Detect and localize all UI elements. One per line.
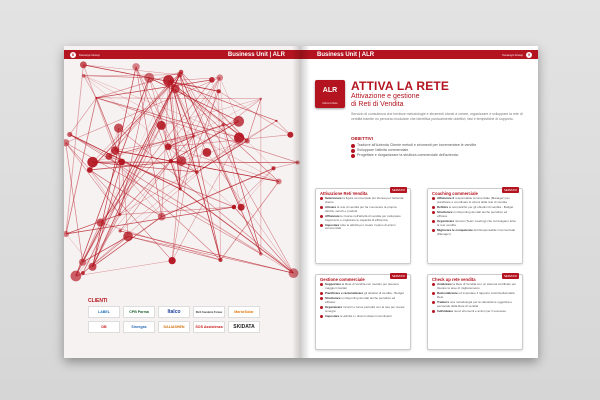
card-item: Strutturare un Reporting dei dati anche periodico ed efficace [320,297,406,305]
network-node [202,148,211,157]
service-tag: SERVIZIO [391,188,405,192]
bullet-icon [432,206,435,209]
bullet-icon [320,197,323,200]
network-node [163,75,174,86]
network-link [220,181,278,260]
objectives-title: OBIETTIVI [351,136,374,141]
network-link [181,99,260,161]
service-card-gestione [315,274,411,350]
network-node [105,153,112,160]
network-node [168,257,175,264]
network-node [87,167,93,173]
network-node [89,263,97,271]
network-link [115,151,279,182]
network-node [80,61,87,68]
network-node [111,146,119,154]
bullet-icon [320,297,323,300]
network-node [275,120,277,122]
card-item: Tradurre una metodologia per la valutazione oggettiva e personale della Rete di vendita [432,301,518,309]
clients-section [88,298,260,333]
client-logo: SKIDATA [228,321,260,333]
network-node [87,157,98,168]
bullet-icon [432,292,435,295]
network-node [276,179,282,185]
client-logo: CPB Parma [123,306,155,318]
service-card-coaching [427,188,523,264]
network-node [195,170,199,174]
network-node [95,97,97,99]
client-logo: Rich Sonderm Tomas [193,306,225,318]
right-page-number: 9 [526,52,532,58]
bullet-icon [351,154,355,158]
bullet-icon [432,229,435,232]
card-item: Razionalizzare ed impostare il rapporto costi/risultati della Rete [432,292,518,300]
network-node [165,143,172,150]
network-node [259,252,262,255]
left-page-number: 8 [70,52,76,58]
network-link [149,78,239,122]
page-subtitle [351,93,521,109]
service-card-checkup [427,274,523,350]
bullet-icon [351,144,355,148]
intro-text: Servizio di consulenza che fornisce metodologie e strumenti idonei a creare, organizzare e sviluppare la rete di vendita tramite un percorso modulare che identifica puntualmente obiettivi, fasi e tempistiche di supporto. [351,112,523,121]
card-item: Impostare le attività e i diversi sistemi incentivanti [320,315,406,319]
bullet-icon [351,149,355,153]
service-card-attivazione [315,188,411,264]
objectives-list [351,143,527,158]
card-title: Gestione commerciale [320,277,365,282]
card-item: Pianificare e razionalizzare gli obiettivi di vendita - Budget [320,292,406,296]
network-node [209,77,215,83]
network-node [81,271,85,275]
right-header-unit: Business Unit | ALR [317,51,375,58]
client-logo: Sinergas [123,321,155,333]
network-link [234,207,294,273]
network-link [169,81,248,141]
network-node [144,73,154,83]
bullet-icon [320,283,323,286]
right-header-logo: Kenesys Group [502,52,523,57]
card-item: Selezionare la figura commerciale più idonea per l'azienda cliente [320,197,406,205]
network-node [157,121,166,130]
badge-code: ALR [322,87,338,94]
page-title: ATTIVA LA RETE [351,79,450,93]
network-node [233,116,244,127]
badge-subtitle: Attiva la Rete [322,102,338,105]
network-node [114,124,123,133]
card-item: Attivare la rete di vendita per far conoscere la propria attività, servizi e prodotti [320,206,406,214]
network-node [287,132,293,138]
client-logo: SOS Assistenza [193,321,225,333]
network-node [296,160,300,164]
network-node [64,231,69,237]
network-node [119,159,126,166]
subtitle-line: Attivazione e gestione [351,93,420,100]
alr-badge [315,80,345,108]
network-node [192,134,195,137]
network-node [177,156,187,166]
bullet-icon [320,315,323,318]
network-node [271,166,275,170]
brochure-spread [64,46,538,358]
card-item: Affiancare le risorse nell'attività di vendita per sviluppare l'approccio e migliorare le capacità di efficienza [320,215,406,223]
network-node [158,213,166,221]
client-logo: Italco [158,306,190,318]
network-link [172,136,194,261]
network-node [79,258,86,265]
network-link [90,170,120,215]
network-node [217,89,221,93]
subtitle-line: di Reti di Vendita [351,101,404,108]
network-node [169,159,173,163]
bullet-icon [320,215,323,218]
client-logo-grid [88,306,260,333]
right-page [301,46,538,358]
card-item: Supportare la Rete di Vendita con metodo per ottenere maggiori risultati [320,283,406,291]
network-link [84,75,180,76]
client-logo: MarkeSolar [228,306,260,318]
objective-item: Progettare e riorganizzare la struttura commerciale dell'azienda. [351,153,527,158]
client-logo: LABEL [88,306,120,318]
network-node [96,218,104,226]
network-node [289,268,299,278]
bullet-icon [320,206,323,209]
bullet-icon [432,220,435,223]
network-node [64,139,69,146]
network-node [217,74,223,80]
card-item: Definire le tempistiche per gli obiettivi di vendita - Budget [432,206,518,210]
card-title: Coaching commerciale [432,191,478,196]
left-header-unit: Business Unit | ALR [227,51,285,58]
network-node [119,229,122,232]
card-item: Individuare nuovi strumenti e azioni per il successo [432,310,518,314]
bullet-icon [320,292,323,295]
network-link [83,65,179,75]
card-item: Organizzare incontri e focus periodici con la rete per creare sinergia [320,306,406,314]
network-node [245,138,250,143]
right-header-bar [301,50,538,59]
objective-item: Sviluppare l'attività commerciale [351,148,527,153]
card-item: Strutturare un Reporting dei dati anche periodico ed efficace [432,211,518,219]
network-node [177,72,182,77]
network-node [71,271,82,282]
bullet-icon [432,301,435,304]
service-tag: SERVIZIO [391,274,405,278]
card-item: Analizzare la Rete di Vendita con un sistema certificato per rilevare le aree di miglioramento [432,283,518,291]
bullet-icon [432,310,435,313]
card-title: Check up rete vendita [432,277,476,282]
network-node [260,98,262,100]
card-title: Attivazione Reti Vendita [320,191,368,196]
network-node [232,205,236,209]
bullet-icon [432,211,435,214]
client-logo: DB [88,321,120,333]
network-node [82,74,86,78]
left-header-bar [64,50,301,59]
network-link [247,141,273,168]
client-logo: DALIASHEN [158,321,190,333]
network-node [179,187,182,190]
network-link [136,67,162,217]
network-node [234,133,244,143]
card-item: Migliorare le competenze del Responsabile Commerciale (Manager) [432,229,518,237]
network-node [132,63,139,70]
card-item: Impostare tutte le attività per creare il piano di azioni commerciali [320,224,406,232]
service-tag: SERVIZIO [503,274,517,278]
service-tag: SERVIZIO [503,188,517,192]
network-link [274,163,298,169]
network-link [180,91,218,189]
objective-item: Tradurre all'Azienda Cliente metodi e strumenti per incrementare le vendite [351,143,527,148]
left-header-logo: Kenesys Group [79,52,100,57]
network-node [123,231,133,241]
network-node [171,84,180,93]
card-item: Organizzare riunioni (Team meeting) che coinvolgano tutta la rete vendita [432,220,518,228]
bullet-icon [432,197,435,200]
network-node [221,123,225,127]
network-node [67,132,72,137]
clients-title: CLIENTI [88,298,108,304]
network-node [238,204,245,211]
network-node [118,213,121,216]
bullet-icon [320,224,323,227]
bullet-icon [432,283,435,286]
bullet-icon [320,306,323,309]
card-item: Affiancare il responsabile commerciale (Manager) per pianificare e coordinare le azioni della rete di vendita [432,197,518,205]
network-node [218,258,222,262]
network-link [197,121,277,172]
left-page [64,46,301,358]
